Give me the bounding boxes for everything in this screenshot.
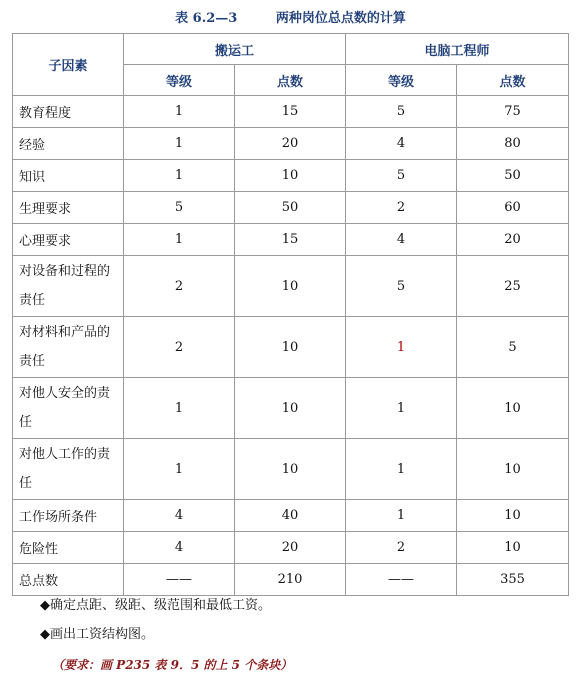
points-cell: 20 — [235, 128, 346, 160]
table-row — [13, 439, 569, 500]
grade-cell: 4 — [346, 128, 457, 160]
points-table — [12, 33, 569, 596]
points-cell: 10 — [457, 500, 569, 532]
grade-cell: 4 — [124, 500, 235, 532]
factor-cell: 工作场所条件 — [13, 500, 124, 532]
requirement-note: （要求：画 P235 表 9．5 的上 5 个条块） — [52, 658, 293, 672]
points-cell: 210 — [235, 564, 346, 596]
points-cell: 10 — [457, 532, 569, 564]
grade-cell: 1 — [124, 378, 235, 439]
points-cell: 60 — [457, 192, 569, 224]
grade-cell: 5 — [346, 96, 457, 128]
header-points: 点数 — [457, 65, 569, 96]
factor-cell: 教育程度 — [13, 96, 124, 128]
points-cell: 10 — [235, 317, 346, 378]
table-row — [13, 532, 569, 564]
points-cell: 15 — [235, 224, 346, 256]
table-row — [13, 96, 569, 128]
table-row — [13, 378, 569, 439]
note-item: ◆画出工资结构图。 — [40, 627, 154, 642]
factor-cell: 生理要求 — [13, 192, 124, 224]
table-row-total — [13, 564, 569, 596]
table-row — [13, 256, 569, 317]
table-row — [13, 192, 569, 224]
points-cell: 40 — [235, 500, 346, 532]
points-cell: 50 — [457, 160, 569, 192]
grade-cell: 4 — [124, 532, 235, 564]
points-cell: 20 — [457, 224, 569, 256]
table-row — [13, 317, 569, 378]
grade-cell: 5 — [346, 256, 457, 317]
table-row — [13, 500, 569, 532]
factor-cell: 对他人工作的责任 — [13, 439, 124, 500]
grade-cell: 2 — [346, 532, 457, 564]
points-cell: 15 — [235, 96, 346, 128]
grade-cell: 1 — [346, 378, 457, 439]
points-cell: 50 — [235, 192, 346, 224]
table-row — [13, 160, 569, 192]
table-row — [13, 224, 569, 256]
grade-cell: 1 — [346, 500, 457, 532]
grade-cell: 5 — [346, 160, 457, 192]
header-group-engineer: 电脑工程师 — [346, 34, 569, 65]
grade-cell: 1 — [124, 96, 235, 128]
grade-cell: 4 — [346, 224, 457, 256]
points-cell: 10 — [457, 378, 569, 439]
table-title — [0, 7, 581, 26]
points-cell: 10 — [235, 378, 346, 439]
factor-cell: 经验 — [13, 128, 124, 160]
points-cell: 10 — [235, 439, 346, 500]
header-points: 点数 — [235, 65, 346, 96]
note-item: ◆确定点距、级距、级范围和最低工资。 — [40, 598, 271, 613]
grade-cell: 1 — [124, 128, 235, 160]
points-cell: 20 — [235, 532, 346, 564]
points-cell: 355 — [457, 564, 569, 596]
grade-cell: 1 — [124, 439, 235, 500]
factor-cell: 总点数 — [13, 564, 124, 596]
grade-cell-highlight: 1 — [346, 317, 457, 378]
points-cell: 5 — [457, 317, 569, 378]
points-cell: 25 — [457, 256, 569, 317]
factor-cell: 对设备和过程的责任 — [13, 256, 124, 317]
table-number: 表 6.2—3 — [175, 11, 238, 26]
header-factor: 子因素 — [13, 34, 124, 96]
notes-list — [40, 594, 271, 652]
header-group-porter: 搬运工 — [124, 34, 346, 65]
table-row — [13, 128, 569, 160]
factor-cell: 对材料和产品的责任 — [13, 317, 124, 378]
grade-cell: 1 — [124, 160, 235, 192]
table-caption: 两种岗位总点数的计算 — [275, 11, 406, 26]
grade-cell: —— — [346, 564, 457, 596]
grade-cell: 2 — [124, 256, 235, 317]
points-cell: 10 — [235, 256, 346, 317]
factor-cell: 对他人安全的责任 — [13, 378, 124, 439]
points-cell: 10 — [235, 160, 346, 192]
points-cell: 80 — [457, 128, 569, 160]
grade-cell: —— — [124, 564, 235, 596]
grade-cell: 2 — [124, 317, 235, 378]
points-cell: 10 — [457, 439, 569, 500]
factor-cell: 知识 — [13, 160, 124, 192]
header-grade: 等级 — [124, 65, 235, 96]
grade-cell: 5 — [124, 192, 235, 224]
grade-cell: 2 — [346, 192, 457, 224]
factor-cell: 心理要求 — [13, 224, 124, 256]
header-grade: 等级 — [346, 65, 457, 96]
factor-cell: 危险性 — [13, 532, 124, 564]
points-cell: 75 — [457, 96, 569, 128]
grade-cell: 1 — [124, 224, 235, 256]
grade-cell: 1 — [346, 439, 457, 500]
